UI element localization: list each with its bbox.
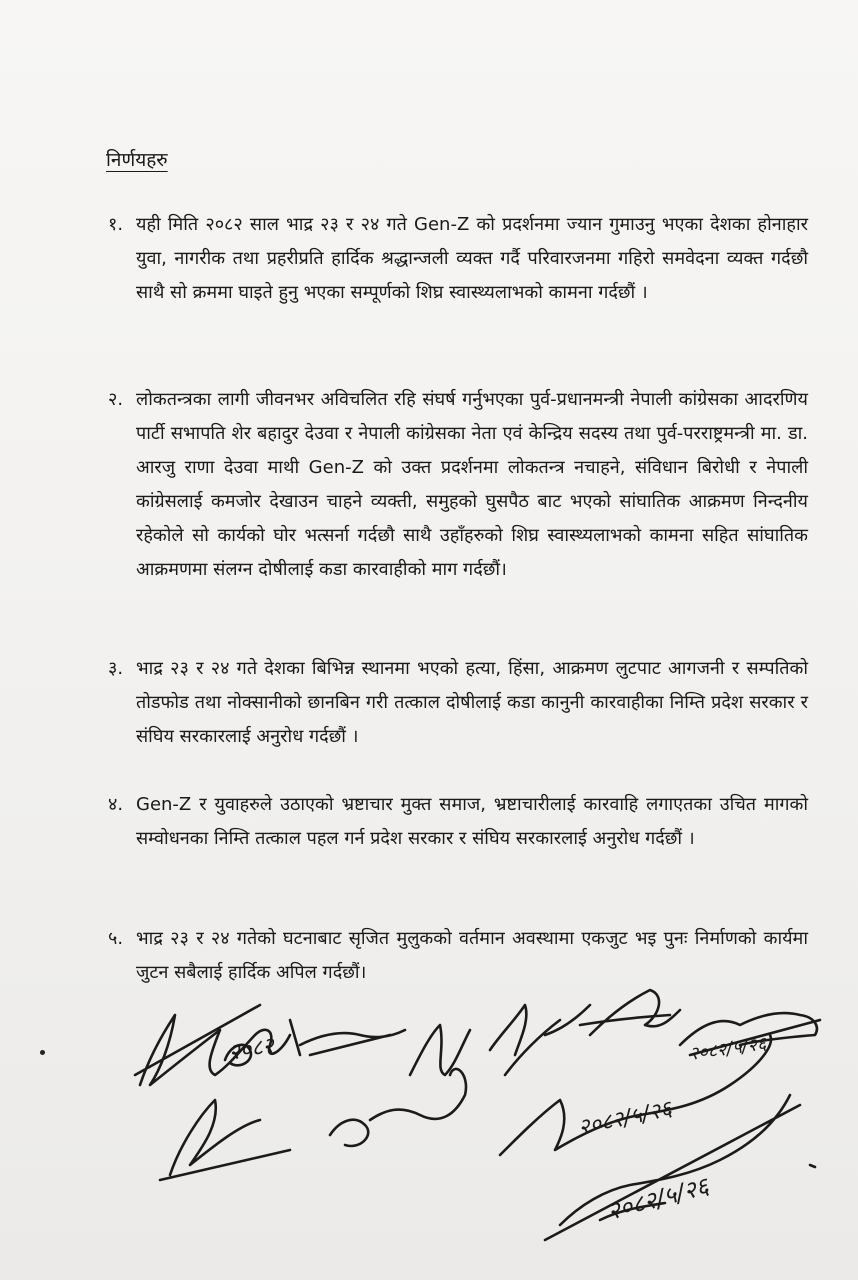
handwritten-date: २०८२/५/२६ [687,1033,768,1065]
handwritten-date: २०८२/५/२६ [576,1096,675,1141]
item-number: २. [108,389,124,410]
signature-9 [330,1069,466,1146]
signature-8 [160,1100,290,1180]
signature-4 [410,1025,470,1075]
handwritten-date: २०८२/५/२६ [604,1171,712,1226]
item-text: लोकतन्त्रका लागी जीवनभर अविचलित रहि संघर्ष गर्नुभएका पुर्व-प्रधानमन्त्री नेपाली कांग्रेसका आदरणिय पार्टी सभापति शेर बहादुर देउवा र नेपाली कांग्रेसका नेता एवं केन्द्रिय सदस्य तथा पुर्व-परराष्ट्रमन्त्री मा. डा. आरजु राणा देउवा माथी Gen-Z को उक्त प्रदर्शनमा लोकतन्त्र नचाहने, संविधान बिरोधी र नेपाली कांग्रेसलाई कमजोर देखाउन चाहने व्यक्ती, समुहको घुसपैठ बाट भएको सांघातिक आक्रमण निन्दनीय रहेकोले सो कार्यको घोर भत्सर्ना गर्दछौ साथै उहाँहरुको शिघ्र स्वास्थ्यलाभको कामना सहित सांघातिक आक्रमणमा संलग्न दोषीलाई कडा कारवाहीको माग गर्दछौं। [136,389,808,580]
item-text: यही मिति २०८२ साल भाद्र २३ र २४ गते Gen-Z को प्रदर्शनमा ज्यान गुमाउनु भएका देशका होनाहार युवा, नागरीक तथा प्रहरीप्रति हार्दिक श्रद्धान्जली व्यक्त गर्दै परिवारजनमा गहिरो समवेदना व्यक्त गर्दछौ साथै सो क्रममा घाइते हुनु भएका सम्पूर्णको शिघ्र स्वास्थ्यलाभको कामना गर्दछौं । [136,214,808,303]
item-number: ४. [108,794,124,815]
resolution-item-4 [108,788,808,856]
item-number: १. [108,214,124,235]
item-text: भाद्र २३ र २४ गतेको घटनाबाट सृजित मुलुकको वर्तमान अवस्थामा एकजुट भइ पुनः निर्माणको कार्यमा जुटन सबैलाई हार्दिक अपिल गर्दछौं। [136,928,808,983]
resolution-item-1 [108,208,808,310]
signature-6 [580,990,680,1035]
resolution-item-3 [108,652,808,754]
signature-5 [490,1005,590,1075]
item-number: ५. [108,928,124,949]
item-number: ३. [108,658,124,679]
page-title: निर्णयहरु [106,149,168,171]
signature-3 [300,1030,405,1055]
item-text: Gen-Z र युवाहरुले उठाएको भ्रष्टाचार मुक्त समाज, भ्रष्टाचारीलाई कारवाहि लगाएतका उचित मागको सम्वोधनका निम्ति तत्काल पहल गर्न प्रदेश सरकार र संघिय सरकारलाई अनुरोध गर्दछौं । [136,794,808,849]
signatures-block [0,975,858,1280]
resolution-item-2 [108,383,808,587]
handwritten-date: २०८२ [226,1033,277,1066]
item-text: भाद्र २३ र २४ गते देशका बिभिन्न स्थानमा भएको हत्या, हिंसा, आक्रमण लुटपाट आगजनी र सम्पतिको तोडफोड तथा नोक्सानीको छानबिन गरी तत्काल दोषीलाई कडा कानुनी कारवाहीका निम्ति प्रदेश सरकार र संघिय सरकारलाई अनुरोध गर्दछौं । [136,658,808,747]
